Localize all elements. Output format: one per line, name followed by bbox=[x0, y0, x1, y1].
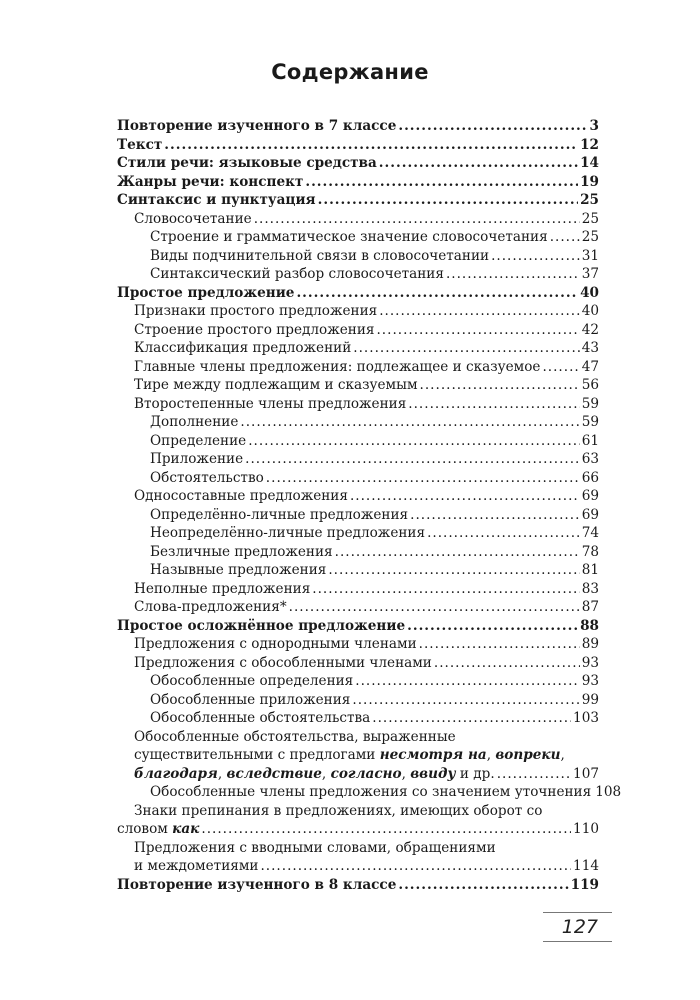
toc-page-number: 42 bbox=[581, 321, 599, 338]
toc-entry-emphasis: как bbox=[172, 821, 200, 837]
toc-page-number: 25 bbox=[580, 192, 599, 208]
toc-page-number: 19 bbox=[580, 173, 599, 190]
toc-entry-emphasis: вопреки bbox=[495, 747, 561, 763]
page-title: Содержание bbox=[271, 60, 429, 84]
toc-entry[interactable] bbox=[117, 599, 599, 618]
toc-entry[interactable] bbox=[117, 451, 599, 470]
toc-page-number: 61 bbox=[581, 432, 599, 449]
toc-page-number: 74 bbox=[581, 525, 599, 541]
toc-entry[interactable] bbox=[117, 710, 599, 729]
toc-entry-text: , bbox=[486, 747, 496, 763]
toc-entry[interactable] bbox=[117, 784, 622, 803]
toc-entry-text: Знаки препинания в предложениях, имеющих оборот со bbox=[134, 802, 543, 819]
toc-entry-text: , bbox=[401, 765, 411, 782]
dot-leader bbox=[434, 655, 580, 671]
toc-entry-text: Повторение изученного в 7 классе bbox=[117, 118, 397, 134]
toc-entry-text: Неполные предложения bbox=[134, 580, 311, 597]
toc-page-number: 110 bbox=[573, 821, 599, 837]
toc-page-number: 25 bbox=[581, 210, 599, 227]
toc-page-number: 107 bbox=[573, 765, 599, 782]
toc-entry[interactable] bbox=[117, 470, 599, 489]
toc-page-number: 81 bbox=[581, 562, 599, 578]
dot-leader bbox=[352, 692, 579, 708]
toc-entry-text: Классификация предложений bbox=[134, 340, 352, 356]
toc-entry-text: словом bbox=[117, 821, 173, 837]
toc-page-number: 31 bbox=[581, 247, 599, 264]
toc-entry-text: , bbox=[560, 747, 565, 763]
toc-entry-text: Предложения с вводными словами, обращениями bbox=[134, 839, 496, 856]
toc-entry[interactable] bbox=[117, 488, 599, 507]
toc-page-number: 87 bbox=[581, 599, 599, 615]
toc-entry-text: Обособленные определения bbox=[150, 673, 354, 689]
toc-entry-text: Обособленные приложения bbox=[150, 691, 351, 708]
dot-leader bbox=[266, 470, 580, 486]
toc-entry-text: Строение простого предложения bbox=[134, 321, 375, 338]
toc-page-number: 37 bbox=[581, 266, 599, 282]
toc-entry-emphasis: благодаря bbox=[134, 765, 218, 782]
toc-entry[interactable] bbox=[117, 877, 599, 896]
table-of-contents bbox=[117, 118, 622, 895]
toc-entry[interactable] bbox=[117, 174, 599, 193]
dot-leader bbox=[350, 488, 580, 504]
toc-entry-text: Определённо-личные предложения bbox=[150, 506, 409, 523]
toc-page-number: 88 bbox=[580, 617, 599, 634]
toc-entry[interactable] bbox=[117, 155, 599, 174]
toc-entry-text: Признаки простого предложения bbox=[134, 303, 378, 319]
toc-entry-text: Обособленные обстоятельства, выраженные bbox=[134, 728, 456, 745]
toc-entry[interactable] bbox=[117, 655, 599, 674]
dot-leader bbox=[398, 118, 587, 134]
toc-entry-text: Простое предложение bbox=[117, 284, 295, 301]
toc-entry-emphasis: несмотря на bbox=[379, 747, 487, 763]
toc-entry-text: Строение и грамматическое значение словосочетания bbox=[150, 229, 548, 245]
toc-entry-text: Односоставные предложения bbox=[134, 488, 348, 504]
toc-entry[interactable] bbox=[117, 340, 599, 359]
dot-leader bbox=[312, 581, 579, 597]
dot-leader bbox=[376, 322, 579, 338]
toc-page-number: 47 bbox=[581, 358, 599, 375]
toc-entry[interactable] bbox=[117, 636, 599, 655]
toc-entry-text: Приложение bbox=[150, 451, 244, 467]
toc-entry-text: Обстоятельство bbox=[150, 469, 264, 486]
toc-page-number: 56 bbox=[581, 377, 599, 393]
dot-leader bbox=[335, 544, 580, 560]
dot-leader bbox=[289, 599, 580, 615]
toc-entry-text: Стили речи: языковые средства bbox=[117, 155, 377, 171]
toc-entry[interactable] bbox=[117, 248, 599, 267]
toc-entry-text: существительными с предлогами bbox=[134, 747, 380, 763]
toc-page-number: 66 bbox=[581, 469, 599, 486]
toc-page-number: 119 bbox=[570, 876, 599, 893]
toc-entry-text: Определение bbox=[150, 432, 247, 449]
toc-entry-text: Жанры речи: конспект bbox=[117, 173, 304, 190]
toc-entry-text: Предложения с однородными членами bbox=[134, 636, 417, 652]
toc-page-number: 12 bbox=[580, 136, 599, 153]
toc-entry-text: Синтаксис и пунктуация bbox=[117, 192, 316, 208]
toc-page-number: 93 bbox=[581, 654, 599, 671]
toc-entry[interactable] bbox=[117, 673, 599, 692]
page-number-box bbox=[543, 912, 612, 942]
toc-entry-emphasis: ввиду bbox=[410, 765, 456, 782]
toc-entry-text: Слова-предложения* bbox=[134, 599, 287, 615]
dot-leader bbox=[398, 877, 568, 893]
toc-page-number: 103 bbox=[573, 710, 599, 726]
toc-entry-text: и др. bbox=[455, 765, 495, 782]
toc-page-number: 14 bbox=[580, 155, 599, 171]
toc-page-number: 114 bbox=[573, 858, 599, 874]
toc-entry-text: Синтаксический разбор словосочетания bbox=[150, 266, 444, 282]
toc-page-number: 59 bbox=[581, 414, 599, 430]
dot-leader bbox=[372, 710, 571, 726]
dot-leader bbox=[296, 285, 578, 301]
dot-leader bbox=[164, 137, 578, 153]
dot-leader bbox=[446, 266, 580, 282]
toc-entry[interactable] bbox=[117, 618, 599, 637]
toc-entry-emphasis: вследствие bbox=[226, 765, 322, 782]
toc-entry[interactable] bbox=[117, 118, 599, 137]
toc-entry-text: Обособленные члены предложения со значением уточнения bbox=[150, 784, 592, 800]
page-number: 127 bbox=[561, 916, 598, 938]
toc-page-number: 40 bbox=[580, 284, 599, 301]
dot-leader bbox=[419, 636, 580, 652]
toc-entry-text: и междометиями bbox=[134, 858, 259, 874]
toc-entry[interactable] bbox=[117, 137, 599, 156]
toc-entry[interactable] bbox=[117, 322, 599, 341]
toc-entry[interactable] bbox=[117, 692, 599, 711]
toc-page-number: 83 bbox=[581, 580, 599, 597]
dot-leader bbox=[420, 377, 580, 393]
dot-leader bbox=[201, 821, 571, 837]
toc-entry[interactable] bbox=[117, 766, 599, 785]
dot-leader bbox=[318, 192, 578, 208]
dot-leader bbox=[305, 174, 578, 190]
toc-entry[interactable] bbox=[117, 192, 599, 211]
toc-entry[interactable] bbox=[117, 266, 599, 285]
toc-entry-text: Обособленные обстоятельства bbox=[150, 710, 371, 726]
toc-entry-text: Тире между подлежащим и сказуемым bbox=[134, 377, 418, 393]
toc-entry[interactable] bbox=[117, 303, 599, 322]
dot-leader bbox=[260, 858, 571, 874]
toc-page-number: 69 bbox=[581, 488, 599, 504]
dot-leader bbox=[379, 303, 579, 319]
toc-entry[interactable] bbox=[117, 285, 599, 304]
toc-page-number: 3 bbox=[589, 118, 599, 134]
toc-entry[interactable] bbox=[117, 840, 599, 859]
dot-leader bbox=[407, 618, 578, 634]
toc-entry-text: Простое осложнённое предложение bbox=[117, 617, 406, 634]
toc-page-number: 25 bbox=[581, 229, 599, 245]
dot-leader bbox=[355, 673, 579, 689]
toc-entry[interactable] bbox=[117, 229, 599, 248]
toc-entry-text: Назывные предложения bbox=[150, 562, 327, 578]
dot-leader bbox=[245, 451, 580, 467]
toc-entry-text: Повторение изученного в 8 классе bbox=[117, 876, 397, 893]
toc-entry[interactable] bbox=[117, 747, 599, 766]
toc-page-number: 40 bbox=[581, 303, 599, 319]
toc-entry[interactable] bbox=[117, 525, 599, 544]
dot-leader bbox=[353, 340, 579, 356]
toc-entry-text: Предложения с обособленными членами bbox=[134, 654, 432, 671]
toc-entry-emphasis: согласно bbox=[330, 765, 402, 782]
toc-entry[interactable] bbox=[117, 359, 599, 378]
toc-page-number: 63 bbox=[581, 451, 599, 467]
dot-leader bbox=[542, 359, 579, 375]
toc-entry-text: Второстепенные члены предложения bbox=[134, 395, 407, 412]
toc-page-number: 99 bbox=[581, 691, 599, 708]
toc-entry-text: Дополнение bbox=[150, 414, 239, 430]
dot-leader bbox=[410, 507, 580, 523]
toc-page-number: 69 bbox=[581, 506, 599, 523]
dot-leader bbox=[491, 248, 580, 264]
toc-entry[interactable] bbox=[117, 377, 599, 396]
toc-entry-text: , bbox=[217, 765, 227, 782]
dot-leader bbox=[497, 766, 571, 782]
toc-entry[interactable] bbox=[117, 581, 599, 600]
toc-page-number: 89 bbox=[581, 636, 599, 652]
toc-entry[interactable] bbox=[117, 507, 599, 526]
toc-entry[interactable] bbox=[117, 821, 599, 840]
toc-page-number: 78 bbox=[581, 543, 599, 560]
toc-entry[interactable] bbox=[117, 433, 599, 452]
dot-leader bbox=[254, 211, 580, 227]
toc-page-number: 93 bbox=[581, 673, 599, 689]
dot-leader bbox=[550, 229, 580, 245]
toc-entry[interactable] bbox=[117, 803, 599, 822]
toc-entry-text: Безличные предложения bbox=[150, 543, 333, 560]
dot-leader bbox=[328, 562, 579, 578]
toc-entry-text: Неопределённо-личные предложения bbox=[150, 525, 426, 541]
toc-page-number: 108 bbox=[595, 784, 622, 800]
toc-entry[interactable] bbox=[117, 858, 599, 877]
dot-leader bbox=[408, 396, 579, 412]
toc-entry[interactable] bbox=[117, 729, 599, 748]
toc-entry[interactable] bbox=[117, 414, 599, 433]
toc-entry-text: Виды подчинительной связи в словосочетании bbox=[150, 247, 490, 264]
toc-entry-text: , bbox=[321, 765, 331, 782]
toc-page-number: 43 bbox=[581, 340, 599, 356]
toc-entry[interactable] bbox=[117, 211, 599, 230]
toc-entry[interactable] bbox=[117, 562, 599, 581]
toc-entry[interactable] bbox=[117, 396, 599, 415]
dot-leader bbox=[240, 414, 579, 430]
toc-entry[interactable] bbox=[117, 544, 599, 563]
dot-leader bbox=[379, 155, 578, 171]
dot-leader bbox=[248, 433, 579, 449]
toc-entry-text: Словосочетание bbox=[134, 210, 252, 227]
toc-entry-text: Главные члены предложения: подлежащее и сказуемое bbox=[134, 358, 541, 375]
dot-leader bbox=[427, 525, 580, 541]
toc-entry-text: Текст bbox=[117, 136, 163, 153]
toc-page-number: 59 bbox=[581, 395, 599, 412]
